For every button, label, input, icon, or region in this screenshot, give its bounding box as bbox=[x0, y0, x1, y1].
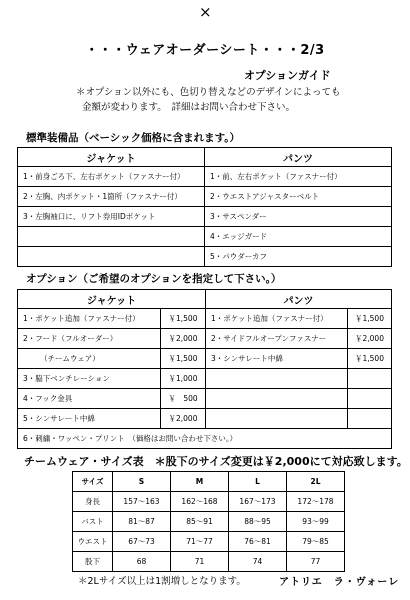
pants-item: 3・サスペンダー bbox=[205, 207, 392, 227]
pants-option bbox=[206, 369, 348, 389]
size-cell: 162～168 bbox=[171, 492, 229, 512]
option-note bbox=[76, 85, 376, 115]
options-table bbox=[17, 289, 392, 449]
size-header-cell: サイズ bbox=[73, 472, 113, 492]
pants-header: パンツ bbox=[206, 290, 392, 309]
size-header-cell: M bbox=[171, 472, 229, 492]
size-cell: 71 bbox=[171, 552, 229, 572]
table-row bbox=[18, 369, 392, 389]
table-row bbox=[73, 532, 345, 552]
size-row-label: バスト bbox=[73, 512, 113, 532]
pants-item: 5・パウダーカフ bbox=[205, 247, 392, 267]
size-header-row bbox=[73, 472, 345, 492]
table-row bbox=[73, 552, 345, 572]
pants-option: 1・ポケット追加（ファスナー付） bbox=[206, 309, 348, 329]
jacket-option-price: ￥2,000 bbox=[161, 409, 206, 429]
size-cell: 76～81 bbox=[229, 532, 287, 552]
size-row-label: 股下 bbox=[73, 552, 113, 572]
size-cell: 93～99 bbox=[287, 512, 345, 532]
footer-note: ＊2Lサイズ以上は1割増しとなります。 bbox=[78, 576, 246, 587]
size-table-heading: チームウェア・サイズ表 ＊股下のサイズ変更は￥2,000にて対応致します。 bbox=[24, 455, 408, 468]
table-row bbox=[18, 409, 392, 429]
close-icon[interactable]: × bbox=[199, 3, 212, 21]
page-title: ・・・ウェアオーダーシート・・・2/3 bbox=[85, 43, 325, 58]
jacket-item: 2・左胸、内ポケット・1箇所（ファスナー付） bbox=[18, 187, 205, 207]
jacket-option: 5・シンサレート中綿 bbox=[18, 409, 161, 429]
page-subtitle: オプションガイド bbox=[244, 69, 331, 82]
jacket-option: （チームウェア） bbox=[18, 349, 161, 369]
options-heading: オプション（ご希望のオプションを指定して下さい。） bbox=[26, 273, 282, 285]
standard-table bbox=[17, 147, 392, 267]
shop-name: アトリエ ラ・ヴォーレ bbox=[279, 577, 400, 588]
size-table bbox=[72, 471, 345, 572]
jacket-header: ジャケット bbox=[18, 290, 206, 309]
pants-option-price bbox=[348, 369, 392, 389]
jacket-option: 3・脇下ベンチレーション bbox=[18, 369, 161, 389]
jacket-option: 2・フード（フルオーダー） bbox=[18, 329, 161, 349]
pants-option bbox=[206, 409, 348, 429]
jacket-item: 1・前身ごろ下、左右ポケット（ファスナー付） bbox=[18, 167, 205, 187]
size-cell: 81～87 bbox=[113, 512, 171, 532]
jacket-option-price: ￥1,500 bbox=[161, 349, 206, 369]
pants-option bbox=[206, 389, 348, 409]
pants-item: 2・ウエストアジャスターベルト bbox=[205, 187, 392, 207]
jacket-option-price: ￥1,000 bbox=[161, 369, 206, 389]
size-cell: 68 bbox=[113, 552, 171, 572]
jacket-option: 4・フック金具 bbox=[18, 389, 161, 409]
size-cell: 85～91 bbox=[171, 512, 229, 532]
table-row bbox=[18, 309, 392, 329]
size-row-label: 身長 bbox=[73, 492, 113, 512]
pants-item: 4・エッジガード bbox=[205, 227, 392, 247]
embroidery-option: 6・刺繍・ワッペン・プリント （価格はお問い合わせ下さい。） bbox=[18, 429, 392, 449]
jacket-item bbox=[18, 247, 205, 267]
size-row-label: ウエスト bbox=[73, 532, 113, 552]
table-row bbox=[18, 329, 392, 349]
table-row bbox=[18, 227, 392, 247]
pants-item: 1・前、左右ポケット（ファスナー付） bbox=[205, 167, 392, 187]
jacket-item bbox=[18, 227, 205, 247]
pants-option: 2・サイドフルオープンファスナー bbox=[206, 329, 348, 349]
size-header-cell: L bbox=[229, 472, 287, 492]
size-cell: 77 bbox=[287, 552, 345, 572]
standard-heading: 標準装備品（ベーシック価格に含まれます。） bbox=[26, 132, 240, 144]
size-header-cell: S bbox=[113, 472, 171, 492]
size-cell: 88～95 bbox=[229, 512, 287, 532]
note-line: 金額が変わります。 詳細はお問い合わせ下さい。 bbox=[82, 102, 295, 113]
table-row bbox=[18, 247, 392, 267]
table-header-row bbox=[18, 290, 392, 309]
size-cell: 157～163 bbox=[113, 492, 171, 512]
pants-option-price bbox=[348, 409, 392, 429]
jacket-option-price: ￥2,000 bbox=[161, 329, 206, 349]
table-row bbox=[18, 207, 392, 227]
pants-option: 3・シンサレート中綿 bbox=[206, 349, 348, 369]
table-row bbox=[73, 492, 345, 512]
jacket-item: 3・左胸袖口に、リフト券用IDポケット bbox=[18, 207, 205, 227]
size-cell: 172～178 bbox=[287, 492, 345, 512]
table-row bbox=[73, 512, 345, 532]
jacket-option-price: ￥ 500 bbox=[161, 389, 206, 409]
table-row bbox=[18, 167, 392, 187]
table-row bbox=[18, 429, 392, 449]
size-cell: 71～77 bbox=[171, 532, 229, 552]
size-cell: 67～73 bbox=[113, 532, 171, 552]
table-row bbox=[18, 389, 392, 409]
pants-header: パンツ bbox=[205, 148, 392, 167]
table-header-row bbox=[18, 148, 392, 167]
size-header-cell: 2L bbox=[287, 472, 345, 492]
jacket-option: 1・ポケット追加（ファスナー付） bbox=[18, 309, 161, 329]
note-line: ＊オプション以外にも、色切り替えなどのデザインによっても bbox=[76, 87, 341, 98]
size-cell: 167～173 bbox=[229, 492, 287, 512]
pants-option-price bbox=[348, 389, 392, 409]
pants-option-price: ￥1,500 bbox=[348, 309, 392, 329]
table-row bbox=[18, 349, 392, 369]
pants-option-price: ￥1,500 bbox=[348, 349, 392, 369]
jacket-header: ジャケット bbox=[18, 148, 205, 167]
pants-option-price: ￥2,000 bbox=[348, 329, 392, 349]
table-row bbox=[18, 187, 392, 207]
jacket-option-price: ￥1,500 bbox=[161, 309, 206, 329]
size-cell: 79～85 bbox=[287, 532, 345, 552]
size-cell: 74 bbox=[229, 552, 287, 572]
